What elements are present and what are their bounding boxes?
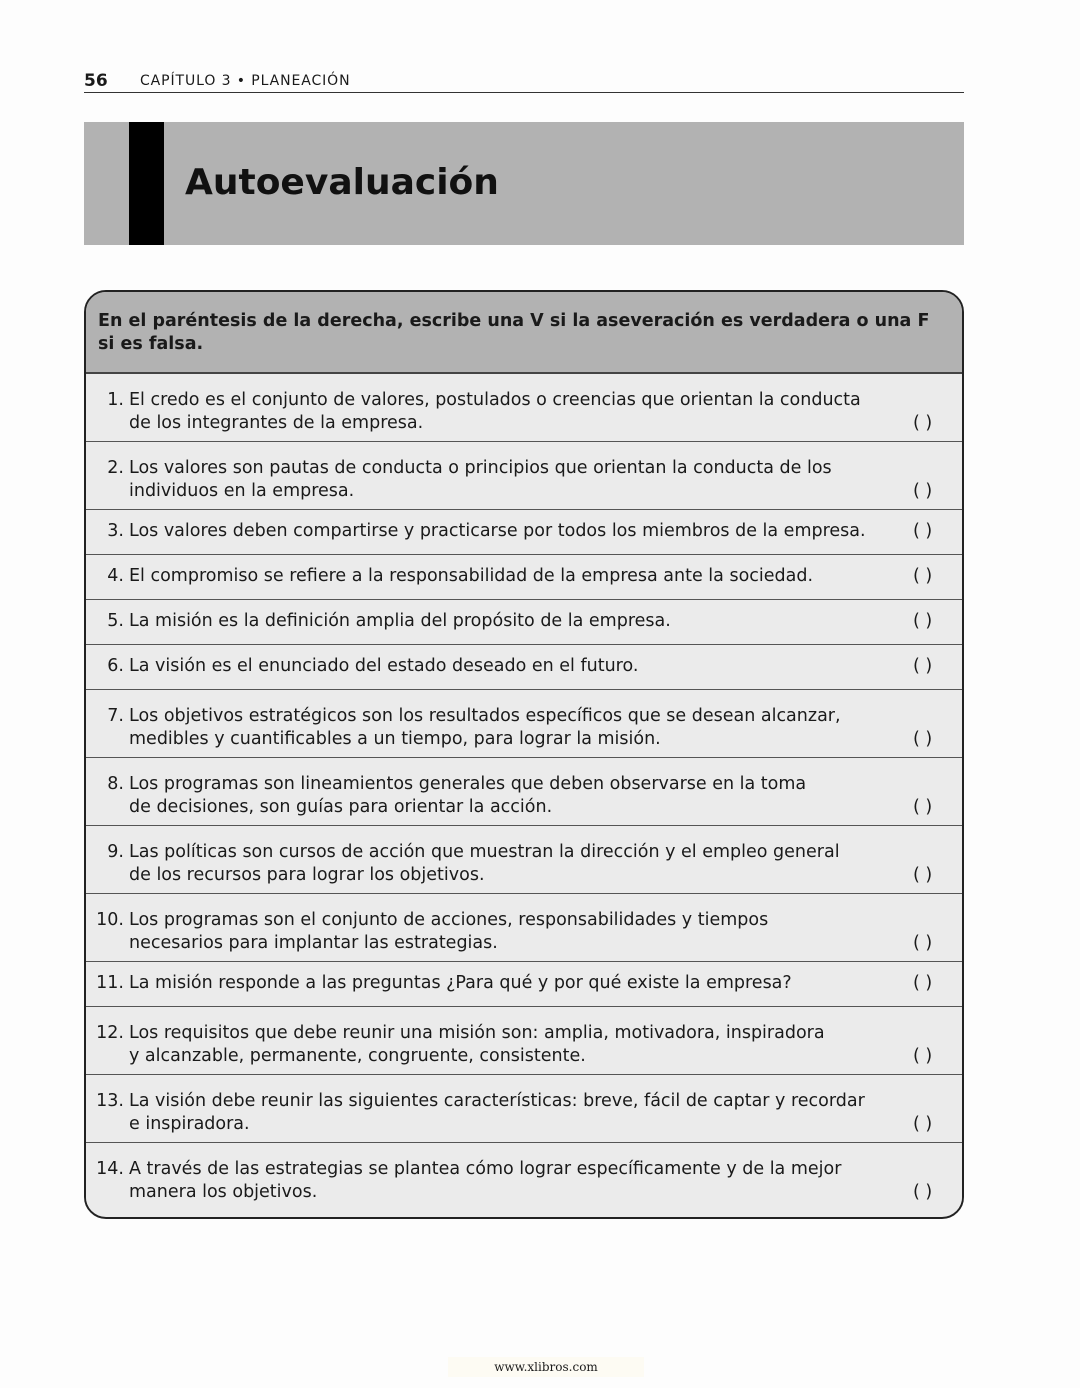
quiz-item xyxy=(86,1143,962,1211)
section-banner xyxy=(84,122,964,245)
item-text-line: y alcanzable, permanente, congruente, consistente. xyxy=(129,1046,586,1066)
quiz-item xyxy=(86,962,962,1007)
item-text-line: Los requisitos que debe reunir una misión son: amplia, motivadora, inspiradora xyxy=(129,1023,825,1043)
item-number: 9. xyxy=(107,842,124,862)
quiz-item xyxy=(86,894,962,962)
item-text-line: A través de las estrategias se plantea cómo lograr específicamente y de la mejor xyxy=(129,1159,842,1179)
item-text-line: individuos en la empresa. xyxy=(129,481,355,501)
item-text-line: Los valores deben compartirse y practicarse por todos los miembros de la empresa. xyxy=(129,521,866,541)
quiz-item xyxy=(86,826,962,894)
page-header xyxy=(84,70,964,93)
quiz-item xyxy=(86,374,962,442)
quiz-item xyxy=(86,758,962,826)
footer-watermark: www.xlibros.com xyxy=(448,1357,644,1377)
item-number: 2. xyxy=(107,458,124,478)
chapter-title: CAPÍTULO 3 • PLANEACIÓN xyxy=(140,73,351,89)
item-number: 11. xyxy=(96,973,124,993)
item-text-line: Los objetivos estratégicos son los resultados específicos que se desean alcanzar, xyxy=(129,706,841,726)
item-number: 7. xyxy=(107,706,124,726)
answer-blank[interactable]: ( ) xyxy=(913,656,933,676)
answer-blank[interactable]: ( ) xyxy=(913,1182,933,1202)
answer-blank[interactable]: ( ) xyxy=(913,413,933,433)
item-number: 13. xyxy=(96,1091,124,1111)
item-number: 12. xyxy=(96,1023,124,1043)
item-number: 6. xyxy=(107,656,124,676)
quiz-item xyxy=(86,690,962,758)
item-number: 3. xyxy=(107,521,124,541)
quiz-instructions xyxy=(86,292,962,374)
item-number: 14. xyxy=(96,1159,124,1179)
item-text-line: medibles y cuantificables a un tiempo, para lograr la misión. xyxy=(129,729,661,749)
item-text-line: La visión es el enunciado del estado deseado en el futuro. xyxy=(129,656,639,676)
item-text-line: e inspiradora. xyxy=(129,1114,250,1134)
item-number: 1. xyxy=(107,390,124,410)
item-number: 10. xyxy=(96,910,124,930)
item-number: 4. xyxy=(107,566,124,586)
item-text-line: Los programas son lineamientos generales que deben observarse en la toma xyxy=(129,774,807,794)
item-text-line: La misión es la definición amplia del propósito de la empresa. xyxy=(129,611,671,631)
quiz-item xyxy=(86,1075,962,1143)
quiz-item xyxy=(86,645,962,690)
answer-blank[interactable]: ( ) xyxy=(913,729,933,749)
item-text-line: necesarios para implantar las estrategias. xyxy=(129,933,498,953)
item-text-line: Los valores son pautas de conducta o principios que orientan la conducta de los xyxy=(129,458,832,478)
banner-accent-bar xyxy=(129,122,164,245)
answer-blank[interactable]: ( ) xyxy=(913,1114,933,1134)
item-text-line: El credo es el conjunto de valores, postulados o creencias que orientan la conducta xyxy=(129,390,861,410)
quiz-items xyxy=(86,374,962,1211)
item-text-line: La visión debe reunir las siguientes características: breve, fácil de captar y recordar xyxy=(129,1091,865,1111)
quiz-item xyxy=(86,1007,962,1075)
instructions-line: En el paréntesis de la derecha, escribe una V si la aseveración es verdadera o una F xyxy=(98,311,930,331)
page-number: 56 xyxy=(84,71,108,91)
item-text-line: manera los objetivos. xyxy=(129,1182,318,1202)
item-text-line: La misión responde a las preguntas ¿Para qué y por qué existe la empresa? xyxy=(129,973,792,993)
answer-blank[interactable]: ( ) xyxy=(913,973,933,993)
item-number: 5. xyxy=(107,611,124,631)
item-text-line: de los integrantes de la empresa. xyxy=(129,413,424,433)
instructions-line: si es falsa. xyxy=(98,334,204,354)
quiz-box xyxy=(84,290,964,1219)
quiz-item xyxy=(86,555,962,600)
item-text-line: de los recursos para lograr los objetivos. xyxy=(129,865,485,885)
item-text-line: Las políticas son cursos de acción que muestran la dirección y el empleo general xyxy=(129,842,840,862)
section-title: Autoevaluación xyxy=(185,162,499,203)
item-number: 8. xyxy=(107,774,124,794)
quiz-item xyxy=(86,442,962,510)
answer-blank[interactable]: ( ) xyxy=(913,481,933,501)
item-text-line: de decisiones, son guías para orientar la acción. xyxy=(129,797,553,817)
answer-blank[interactable]: ( ) xyxy=(913,611,933,631)
answer-blank[interactable]: ( ) xyxy=(913,521,933,541)
item-text-line: El compromiso se refiere a la responsabilidad de la empresa ante la sociedad. xyxy=(129,566,814,586)
item-text-line: Los programas son el conjunto de acciones, responsabilidades y tiempos xyxy=(129,910,769,930)
quiz-item xyxy=(86,600,962,645)
quiz-item xyxy=(86,510,962,555)
answer-blank[interactable]: ( ) xyxy=(913,865,933,885)
answer-blank[interactable]: ( ) xyxy=(913,933,933,953)
answer-blank[interactable]: ( ) xyxy=(913,1046,933,1066)
answer-blank[interactable]: ( ) xyxy=(913,797,933,817)
answer-blank[interactable]: ( ) xyxy=(913,566,933,586)
